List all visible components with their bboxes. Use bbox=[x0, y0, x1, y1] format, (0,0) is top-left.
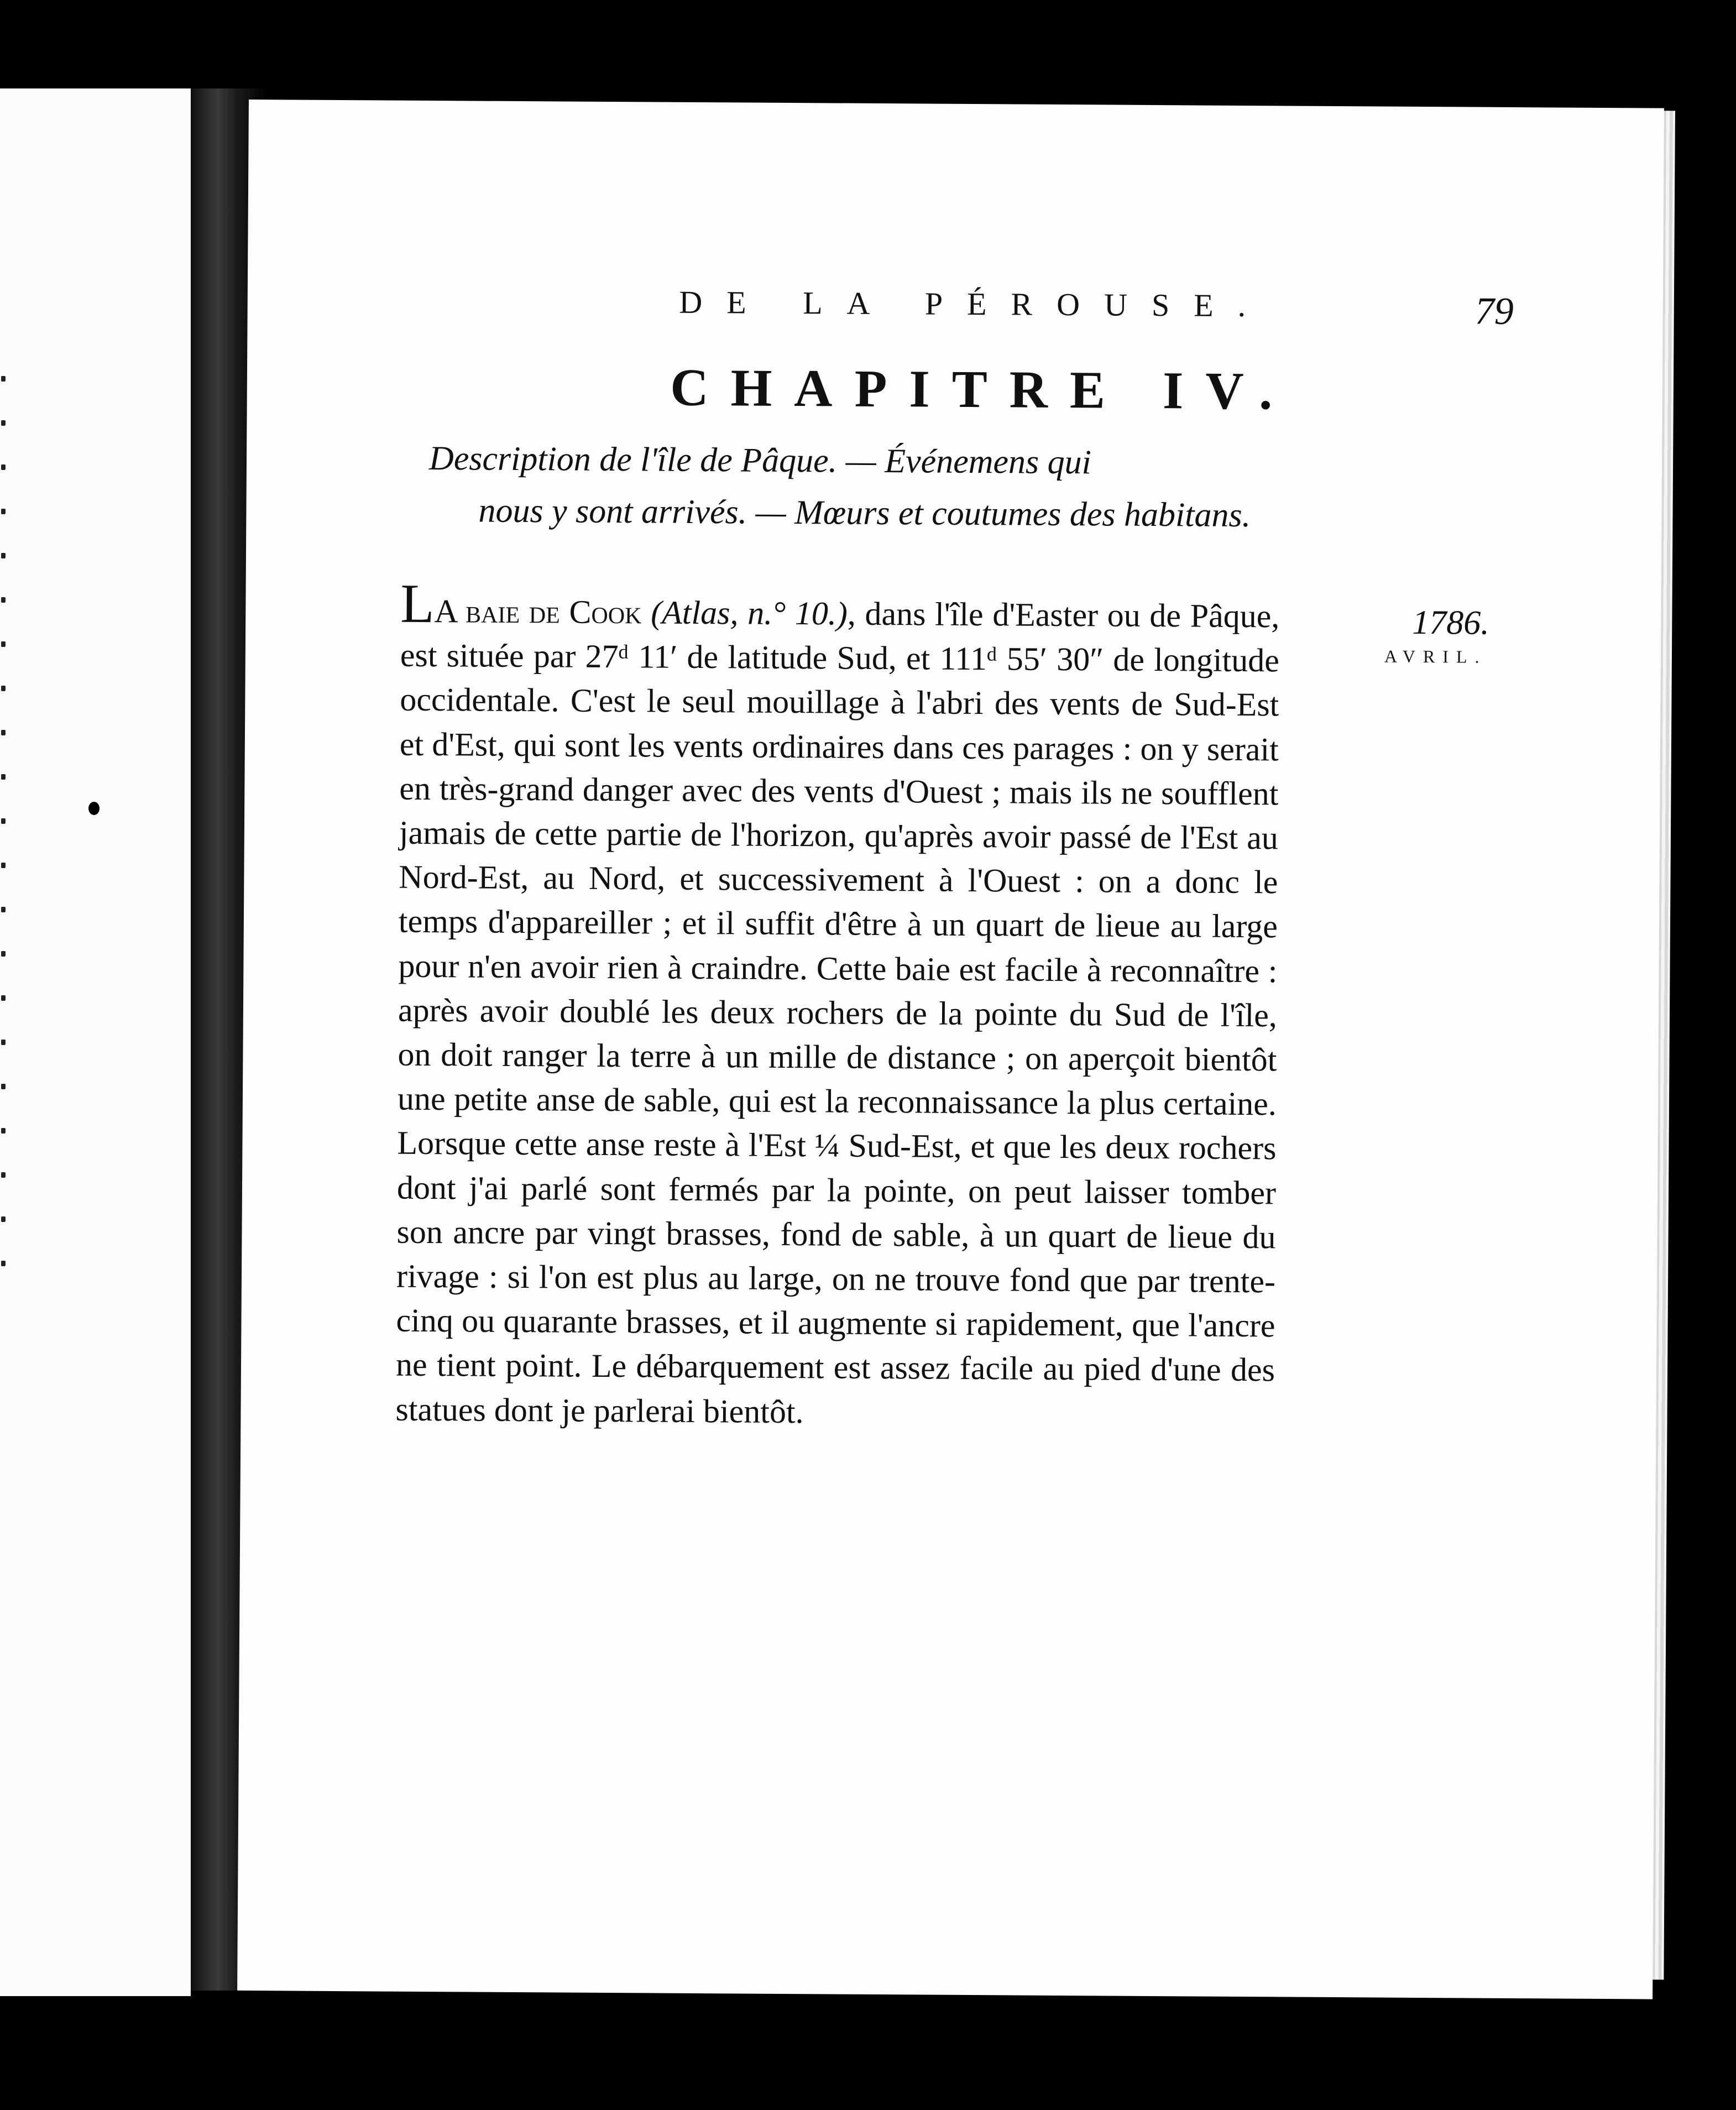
chapter-title: CHAPITRE IV. bbox=[670, 357, 1295, 421]
summary-line-1: Description de l'île de Pâque. — Événemens qui bbox=[428, 440, 1092, 482]
left-facing-page bbox=[0, 88, 191, 1996]
body-lead: A baie de Cook bbox=[434, 593, 642, 631]
running-head: DE LA PÉROUSE. bbox=[679, 284, 1270, 324]
chapter-summary bbox=[428, 432, 1291, 542]
margin-year: 1786. bbox=[1412, 603, 1489, 642]
page-number: 79 bbox=[1474, 290, 1514, 333]
atlas-reference: (Atlas, n.° 10.) bbox=[650, 594, 848, 632]
margin-dot bbox=[88, 802, 100, 815]
body-paragraph bbox=[395, 572, 1280, 1437]
body-text: , dans l'île d'Easter ou de Pâque, est située par 27ᵈ 11′ de latitude Sud, et 111ᵈ 55′ 30″ de longitude occidentale. C'est le seul mouillage à l'abri des vents de Sud-Est et d'Est, qui sont les vents ordinaires dans ces parages : on y serait en très-grand danger avec des vents d'Ouest ; mais ils ne soufflent jamais de cette partie de l'horizon, qu'après avoir passé de l'Est au Nord-Est, au Nord, et successivement à l'Ouest : on a donc le temps d'appareiller ; et il suffit d'être à un quart de lieue au large pour n'en avoir rien à craindre. Cette baie est facile à reconnaître : après avoir doublé les deux rochers de la pointe du Sud de l'île, on doit ranger la terre à un mille de distance ; on aperçoit bientôt une petite anse de sable, qui est la reconnaissance la plus certaine. Lorsque cette anse reste à l'Est ¼ Sud-Est, et que les deux rochers dont j'ai parlé sont fermés par la pointe, on peut laisser tomber son ancre par vingt brasses, fond de sable, à un quart de lieue du rivage : si l'on est plus au large, on ne trouve fond que par trente-cinq ou quarante brasses, et il augmente si rapidement, que l'ancre ne tient point. Le débarquement est assez facile au pied d'une des statues dont je parlerai bientôt. bbox=[395, 595, 1280, 1430]
drop-cap: L bbox=[400, 572, 435, 635]
left-page-edge-marks bbox=[0, 88, 17, 1996]
book-page bbox=[237, 100, 1664, 1999]
margin-month: AVRIL. bbox=[1384, 646, 1487, 667]
summary-continuation: nous y sont arrivés. — Mœurs et coutumes des habitans. bbox=[478, 492, 1251, 535]
